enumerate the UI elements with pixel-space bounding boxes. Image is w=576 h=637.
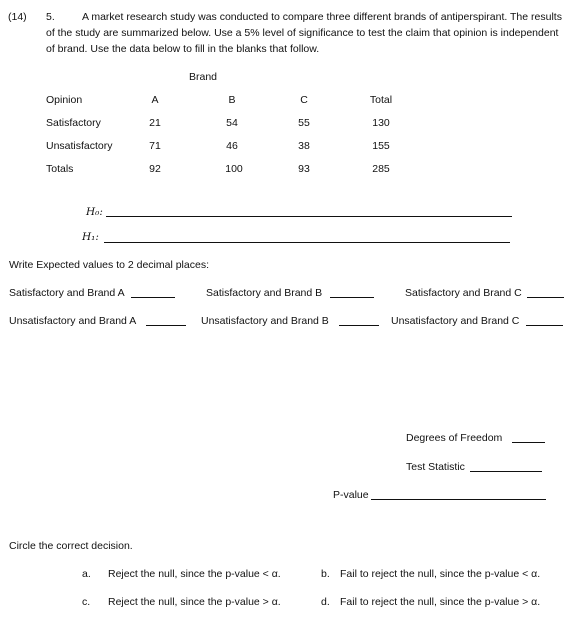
expected-answer-line[interactable] xyxy=(146,325,186,326)
table-cell: 92 xyxy=(149,163,161,175)
expected-item-label: Unsatisfactory and Brand B xyxy=(201,315,329,327)
option-text: Fail to reject the null, since the p-value > α. xyxy=(340,596,541,608)
option-text: Reject the null, since the p-value < α. xyxy=(108,568,281,580)
table-cell: 54 xyxy=(226,117,238,129)
table-cell: 21 xyxy=(149,117,161,129)
table-header-cell: A xyxy=(151,94,159,106)
expected-answer-line[interactable] xyxy=(526,325,563,326)
table-header-cell: C xyxy=(300,94,308,106)
p-value-label: P-value xyxy=(333,489,369,501)
expected-answer-line[interactable] xyxy=(527,297,564,298)
table-cell: 285 xyxy=(372,163,390,175)
question-number: 5. xyxy=(46,11,55,23)
expected-item-label: Satisfactory and Brand C xyxy=(405,287,522,299)
expected-instruction: Write Expected values to 2 decimal places: xyxy=(9,259,209,271)
h1-label: H₁: xyxy=(82,231,99,243)
table-header-cell: B xyxy=(228,94,236,106)
brand-heading: Brand xyxy=(189,71,218,83)
question-text: A market research study was conducted to compare three different brands of antiperspirant. The results of the study are summarized below. Use a 5% level of significance to test the claim that opinion is independent of brand. Use the data below to fill in the blanks that follow. xyxy=(46,11,562,55)
test-statistic-line[interactable] xyxy=(470,471,542,472)
h0-label: H₀: xyxy=(86,206,103,218)
decision-instruction: Circle the correct decision. xyxy=(9,540,133,552)
table-cell: 155 xyxy=(372,140,390,152)
question-intro xyxy=(8,9,568,57)
expected-answer-line[interactable] xyxy=(330,297,374,298)
expected-item-label: Unsatisfactory and Brand A xyxy=(9,315,137,327)
h0-answer-line[interactable] xyxy=(106,216,512,217)
table-cell: Unsatisfactory xyxy=(46,140,113,152)
table-cell: 38 xyxy=(298,140,310,152)
degrees-of-freedom-label: Degrees of Freedom xyxy=(406,432,503,444)
option-text: Fail to reject the null, since the p-value < α. xyxy=(340,568,541,580)
table-cell: Totals xyxy=(46,163,74,175)
table-cell: 130 xyxy=(372,117,390,129)
table-cell: 55 xyxy=(298,117,310,129)
degrees-of-freedom-line[interactable] xyxy=(512,442,545,443)
option-letter: a. xyxy=(82,568,91,580)
table-cell: 100 xyxy=(225,163,243,175)
option-letter: b. xyxy=(321,568,330,580)
option-letter: d. xyxy=(321,596,330,608)
option-text: Reject the null, since the p-value > α. xyxy=(108,596,281,608)
expected-answer-line[interactable] xyxy=(131,297,175,298)
table-cell: 71 xyxy=(149,140,161,152)
table-header-cell: Opinion xyxy=(46,94,83,106)
table-header-cell: Total xyxy=(369,94,393,106)
h1-answer-line[interactable] xyxy=(104,242,510,243)
expected-item-label: Satisfactory and Brand A xyxy=(9,287,125,299)
table-cell: 93 xyxy=(298,163,310,175)
expected-item-label: Unsatisfactory and Brand C xyxy=(391,315,520,327)
expected-answer-line[interactable] xyxy=(339,325,379,326)
table-cell: 46 xyxy=(226,140,238,152)
question-points: (14) xyxy=(8,11,27,23)
table-cell: Satisfactory xyxy=(46,117,101,129)
option-letter: c. xyxy=(82,596,91,608)
expected-item-label: Satisfactory and Brand B xyxy=(206,287,323,299)
test-statistic-label: Test Statistic xyxy=(406,461,465,473)
p-value-line[interactable] xyxy=(371,499,546,500)
